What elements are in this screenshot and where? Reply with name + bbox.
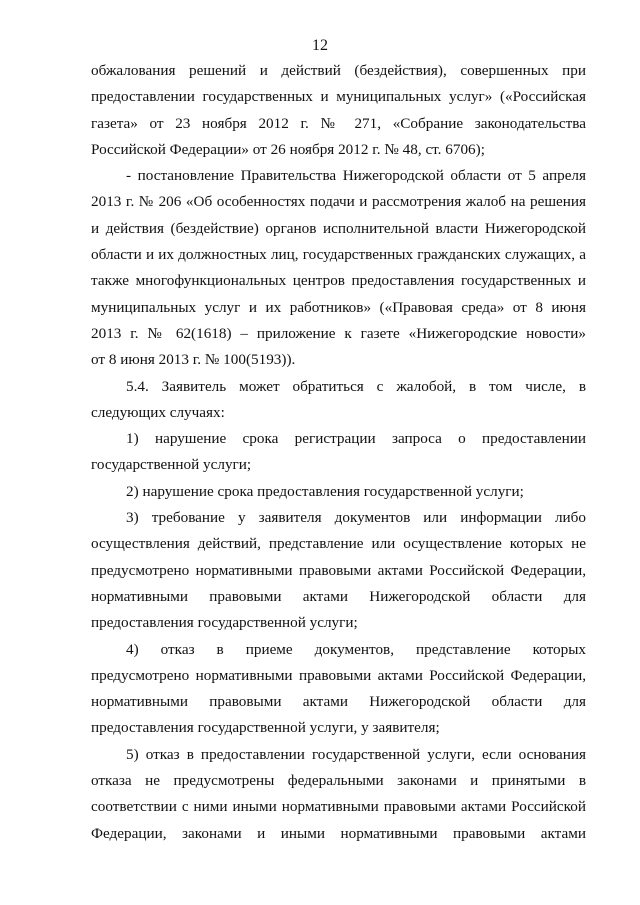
document-body: [91, 58, 586, 847]
text-line: также многофункциональных центров предоставления государственных и: [91, 272, 586, 290]
page-number: 12: [312, 37, 328, 54]
paragraph-government-resolution: [91, 163, 586, 373]
list-item-1: [91, 426, 586, 479]
text-line: 3) требование у заявителя документов или информации либо: [126, 509, 586, 527]
text-line: газета» от 23 ноября 2012 г. № 271, «Собрание законодательства: [91, 114, 586, 132]
text-line: соответствии с ними иными нормативными правовыми актами Российской: [91, 798, 586, 816]
text-line: нормативными правовыми актами Нижегородской области для: [91, 693, 586, 711]
text-line: 2) нарушение срока предоставления государственной услуги;: [126, 482, 524, 500]
text-line: предусмотрено нормативными правовыми актами Российской Федерации,: [91, 561, 586, 579]
text-line: от 8 июня 2013 г. № 100(5193)).: [91, 351, 296, 369]
paragraph-section-5-4: [91, 374, 586, 427]
text-line: 2013 г. № 62(1618) – приложение к газете «Нижегородские новости»: [91, 324, 586, 342]
text-line: области и их должностных лиц, государственных гражданских служащих, а: [91, 246, 586, 264]
list-item-2: [91, 479, 586, 505]
text-line: следующих случаях:: [91, 403, 225, 421]
text-line: осуществления действий, представление или осуществление которых не: [91, 535, 586, 553]
text-line: муниципальных услуг и их работников» («Правовая среда» от 8 июня: [91, 298, 586, 316]
text-line: предоставлении государственных и муниципальных услуг» («Российская: [91, 88, 586, 106]
text-line: 4) отказ в приеме документов, представление которых: [126, 640, 586, 658]
text-line: государственной услуги;: [91, 456, 252, 474]
list-item-3: [91, 505, 586, 636]
text-line: 5.4. Заявитель может обратиться с жалобой, в том числе, в: [126, 377, 586, 395]
text-line: и действия (бездействие) органов исполнительной власти Нижегородской: [91, 219, 586, 237]
text-line: предоставления государственной услуги;: [91, 614, 358, 632]
text-line: - постановление Правительства Нижегородской области от 5 апреля: [126, 167, 586, 185]
text-line: 5) отказ в предоставлении государственной услуги, если основания: [126, 745, 586, 763]
text-line: нормативными правовыми актами Нижегородской области для: [91, 587, 586, 605]
list-item-5: [91, 742, 586, 847]
text-line: 1) нарушение срока регистрации запроса о предоставлении: [126, 430, 586, 448]
text-line: 2013 г. № 206 «Об особенностях подачи и рассмотрения жалоб на решения: [91, 193, 586, 211]
paragraph-continuation: [91, 58, 586, 163]
text-line: Федерации, законами и иными нормативными правовыми актами: [91, 824, 586, 842]
text-line: отказа не предусмотрены федеральными законами и принятыми в: [91, 772, 586, 790]
text-line: Российской Федерации» от 26 ноября 2012 г. № 48, ст. 6706);: [91, 140, 485, 158]
text-line: обжалования решений и действий (бездействия), совершенных при: [91, 62, 586, 79]
text-line: предоставления государственной услуги, у заявителя;: [91, 719, 440, 737]
list-item-4: [91, 637, 586, 742]
text-line: предусмотрено нормативными правовыми актами Российской Федерации,: [91, 666, 586, 684]
